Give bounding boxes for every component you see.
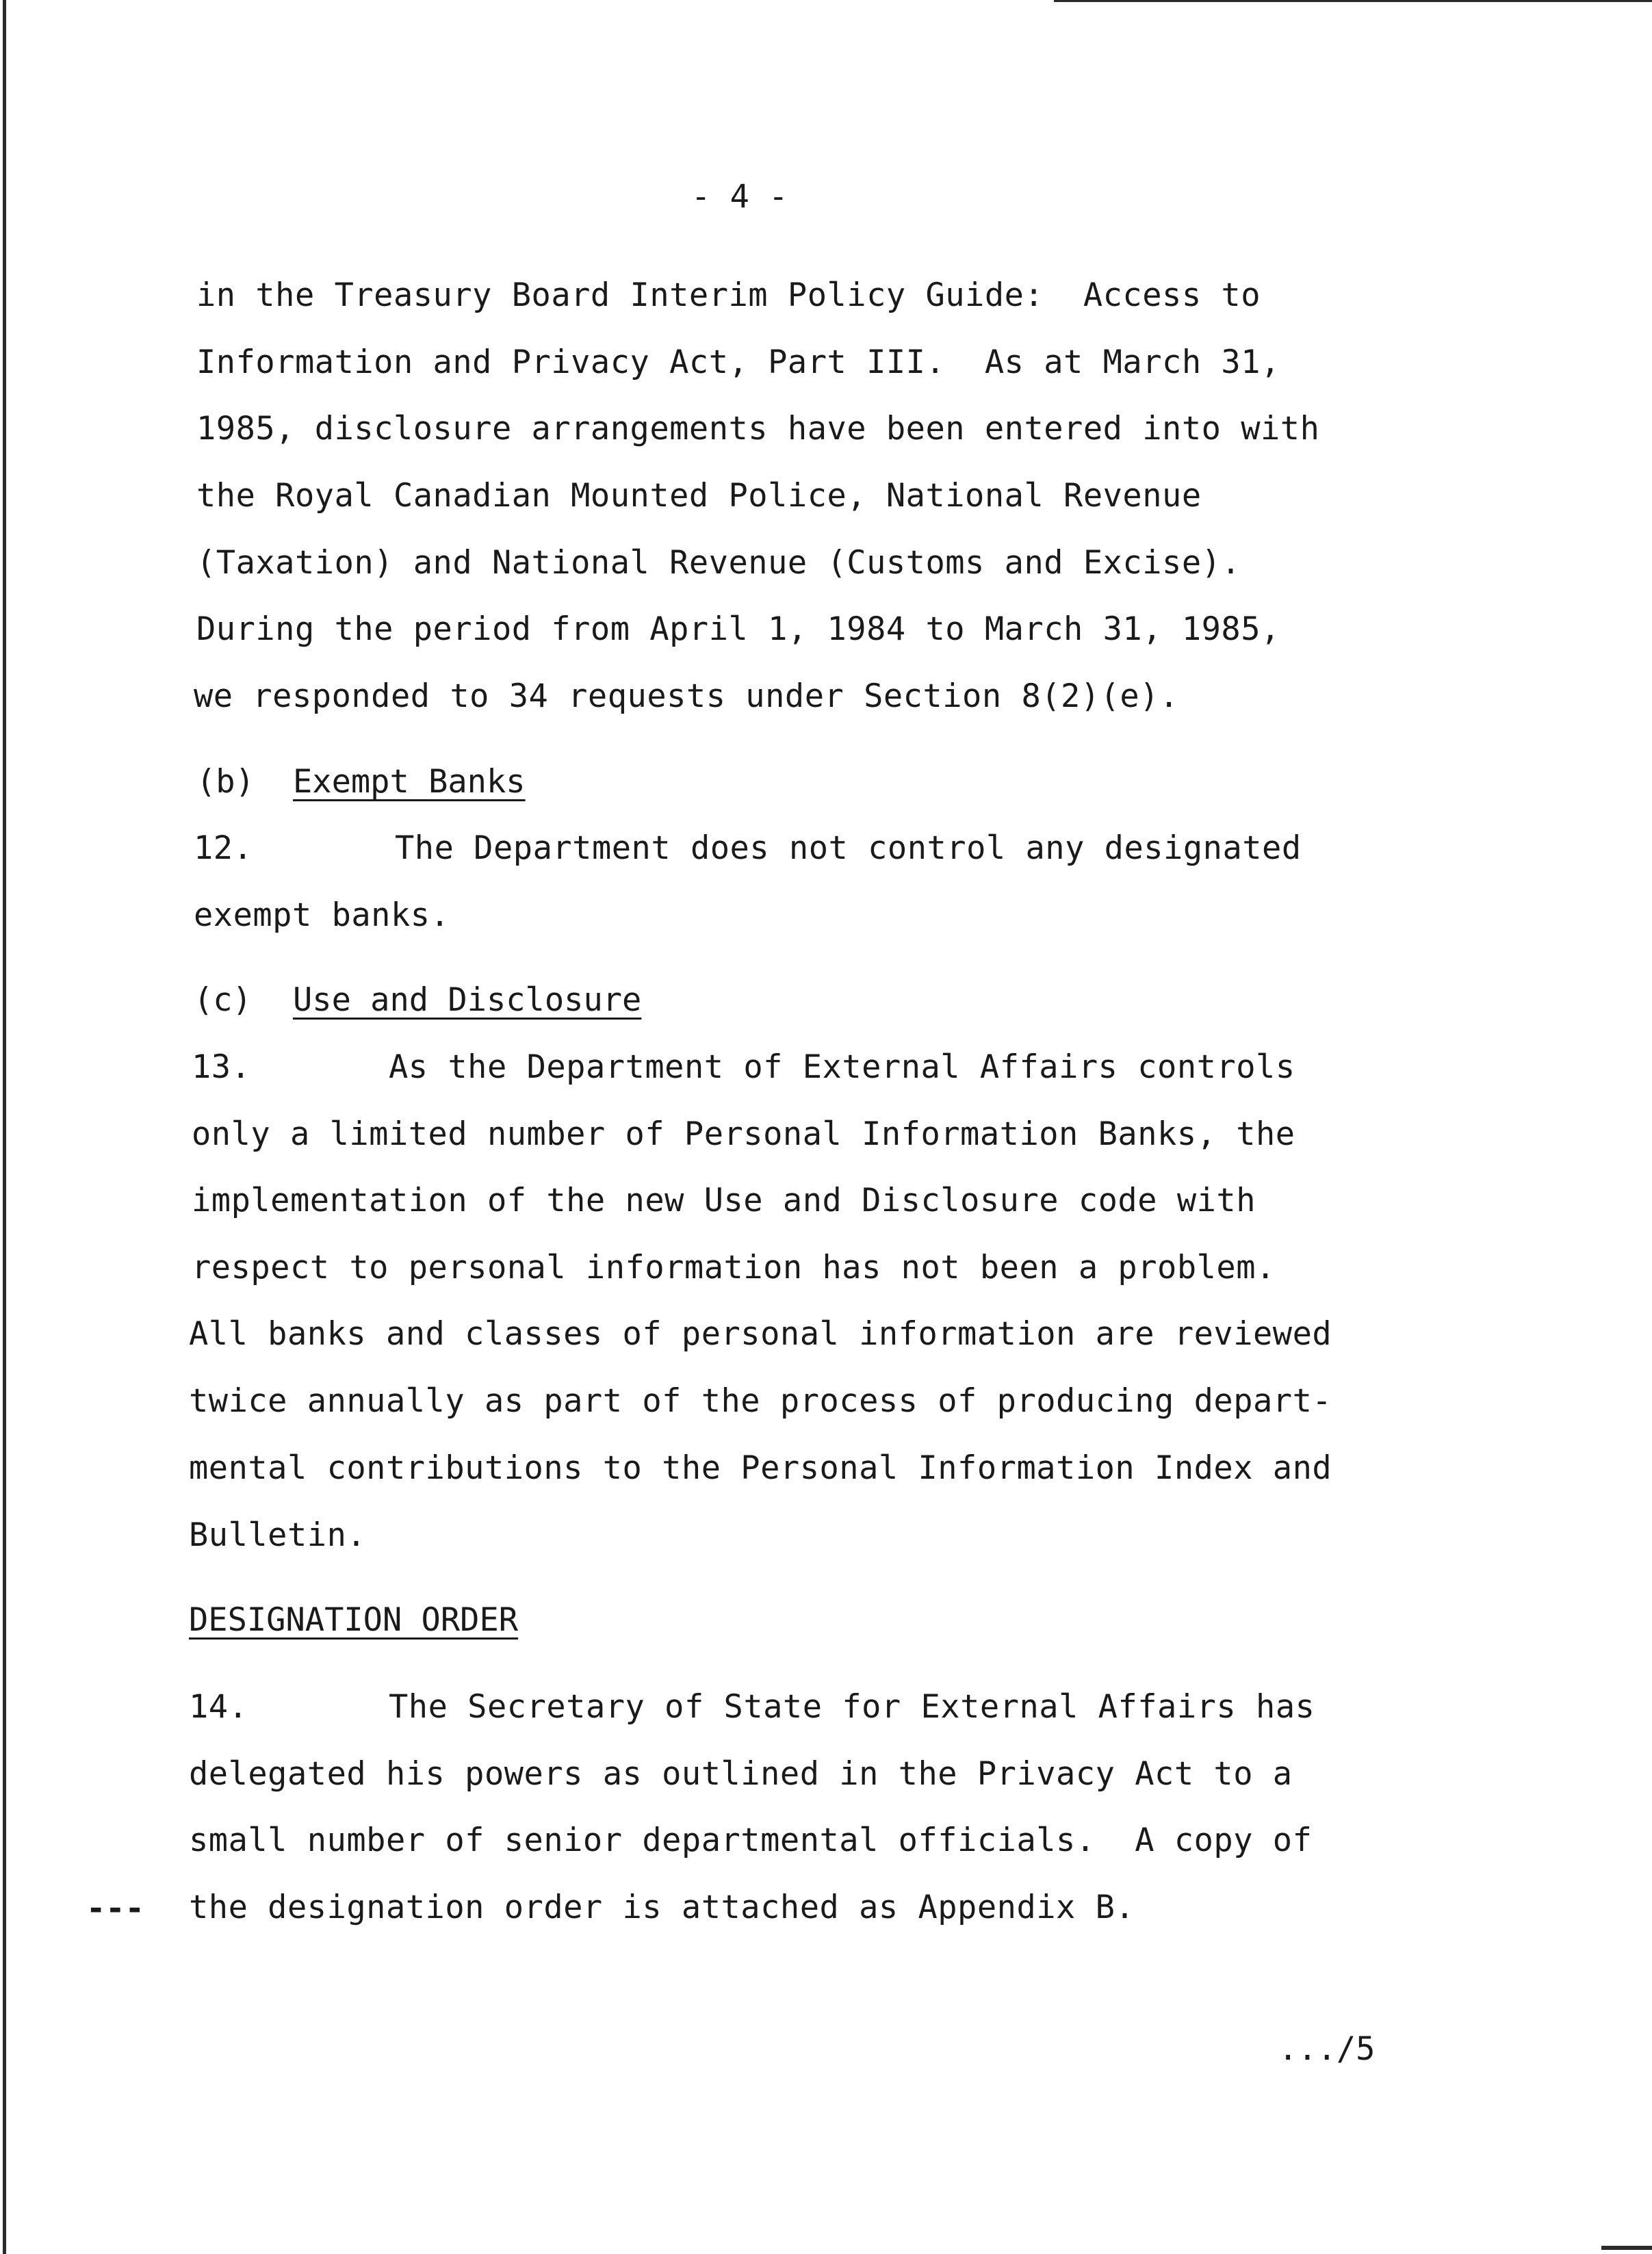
- paragraph-line: As the Department of External Affairs controls: [389, 1048, 1295, 1086]
- paragraph-line: Information and Privacy Act, Part III. As at March 31,: [196, 344, 1280, 381]
- paragraph-line: we responded to 34 requests under Section 8(2)(e).: [194, 677, 1179, 715]
- section-c-marker: (c): [194, 981, 252, 1019]
- designation-order-heading: DESIGNATION ORDER: [189, 1601, 519, 1639]
- paragraph-line: (Taxation) and National Revenue (Customs and Excise).: [196, 544, 1241, 582]
- scan-top-border: [1054, 0, 1652, 2]
- continuation-marker: .../5: [1278, 2030, 1376, 2068]
- page-number: - 4 -: [691, 178, 788, 216]
- paragraph-line: respect to personal information has not been a problem.: [192, 1249, 1276, 1286]
- section-b-title: Exempt Banks: [293, 763, 526, 801]
- paragraph-line: The Department does not control any designated: [395, 829, 1302, 867]
- paragraph-line: small number of senior departmental officials. A copy of: [189, 1822, 1313, 1859]
- paragraph-line: During the period from April 1, 1984 to March 31, 1985,: [196, 610, 1280, 648]
- paragraph-line: implementation of the new Use and Disclosure code with: [192, 1182, 1256, 1219]
- paragraph-line: twice annually as part of the process of producing depart-: [189, 1382, 1332, 1420]
- paragraph-line: exempt banks.: [194, 896, 450, 934]
- paragraph-line: mental contributions to the Personal Information Index and: [189, 1449, 1332, 1487]
- paragraph-12-number: 12.: [194, 829, 253, 867]
- section-b-marker: (b): [196, 763, 255, 801]
- paragraph-line: in the Treasury Board Interim Policy Guide: Access to: [196, 276, 1261, 314]
- paragraph-13-number: 13.: [192, 1048, 251, 1086]
- paragraph-line: 1985, disclosure arrangements have been entered into with: [196, 410, 1320, 448]
- margin-mark: ---: [86, 1890, 144, 1928]
- paragraph-line: The Secretary of State for External Affairs has: [389, 1688, 1315, 1726]
- scan-left-border: [3, 0, 6, 2254]
- paragraph-line: the Royal Canadian Mounted Police, National Revenue: [196, 477, 1202, 515]
- paragraph-line: only a limited number of Personal Information Banks, the: [192, 1115, 1295, 1153]
- paragraph-line: All banks and classes of personal information are reviewed: [189, 1315, 1332, 1353]
- paragraph-14-number: 14.: [189, 1688, 248, 1726]
- paragraph-line: delegated his powers as outlined in the Privacy Act to a: [189, 1755, 1293, 1793]
- section-c-title: Use and Disclosure: [293, 981, 642, 1019]
- scan-bottom-mark: [1601, 2246, 1652, 2250]
- paragraph-line: the designation order is attached as Appendix B.: [189, 1889, 1135, 1926]
- paragraph-line: Bulletin.: [189, 1516, 367, 1554]
